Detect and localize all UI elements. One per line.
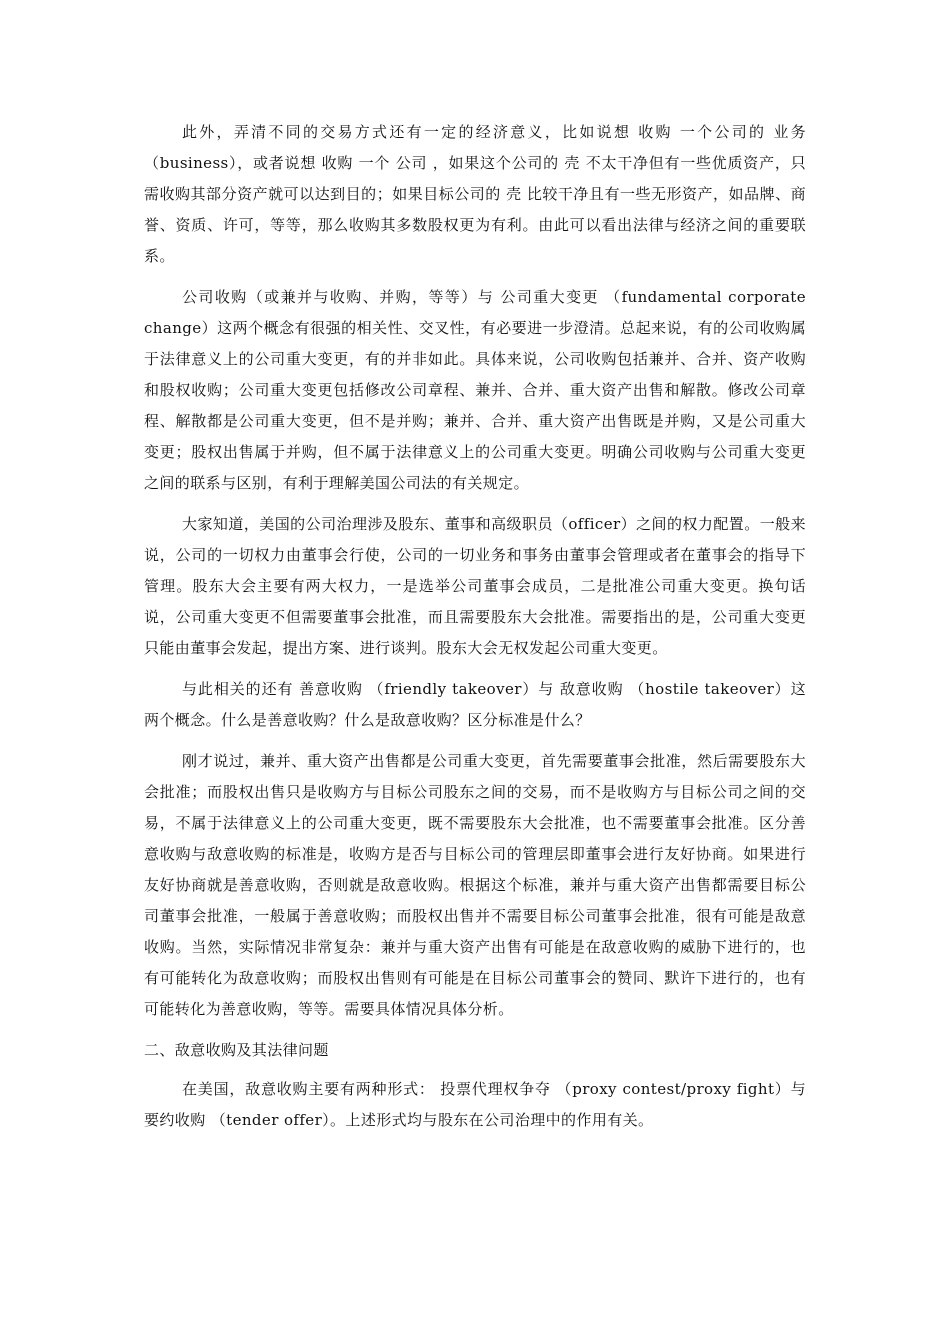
- paragraph-economic-meaning: 此外，弄清不同的交易方式还有一定的经济意义，比如说想 收购 一个公司的 业务（business），或者说想 收购 一个 公司 ，如果这个公司的 壳 不太干净但有一些优质资产，只需收购其部分资产就可以达到目的；如果目标公司的 壳 比较干净且有一些无形资产，如品牌、商誉、资质、许可，等等，那么收购其多数股权更为有利。由此可以看出法律与经济之间的重要联系。: [144, 123, 806, 265]
- paragraph-friendly-hostile-takeover: 与此相关的还有 善意收购 （friendly takeover）与 敌意收购 （hostile takeover）这两个概念。什么是善意收购？什么是敌意收购？区分标准是什么？: [144, 680, 806, 729]
- paragraph-corporate-governance: 大家知道，美国的公司治理涉及股东、董事和高级职员（officer）之间的权力配置。一般来说，公司的一切权力由董事会行使，公司的一切业务和事务由董事会管理或者在董事会的指导下管理。股东大会主要有两大权力，一是选举公司董事会成员，二是批准公司重大变更。换句话说，公司重大变更不但需要董事会批准，而且需要股东大会批准。需要指出的是，公司重大变更只能由董事会发起，提出方案、进行谈判。股东大会无权发起公司重大变更。: [144, 515, 806, 657]
- paragraph-hostile-forms: 在美国，敌意收购主要有两种形式： 投票代理权争夺 （proxy contest/proxy fight）与 要约收购 （tender offer）。上述形式均与股东在公司治理中的作用有关。: [144, 1080, 806, 1129]
- document-page: [144, 117, 806, 1146]
- paragraph-distinguishing-standard: 刚才说过，兼并、重大资产出售都是公司重大变更，首先需要董事会批准，然后需要股东大会批准；而股权出售只是收购方与目标公司股东之间的交易，而不是收购方与目标公司之间的交易，不属于法律意义上的公司重大变更，既不需要股东大会批准，也不需要董事会批准。区分善意收购与敌意收购的标准是，收购方是否与目标公司的管理层即董事会进行友好协商。如果进行友好协商就是善意收购，否则就是敌意收购。根据这个标准，兼并与重大资产出售都需要目标公司董事会批准，一般属于善意收购；而股权出售并不需要目标公司董事会批准，很有可能是敌意收购。当然，实际情况非常复杂：兼并与重大资产出售有可能是在敌意收购的威胁下进行的，也有可能转化为敌意收购；而股权出售则有可能是在目标公司董事会的赞同、默许下进行的，也有可能转化为善意收购，等等。需要具体情况具体分析。: [144, 752, 806, 1018]
- section-heading: 二、敌意收购及其法律问题: [144, 1041, 329, 1059]
- paragraph-acquisition-vs-fundamental-change: 公司收购（或兼并与收购、并购，等等）与 公司重大变更 （fundamental corporate change）这两个概念有很强的相关性、交叉性，有必要进一步澄清。总起来说，有的公司收购属于法律意义上的公司重大变更，有的并非如此。具体来说，公司收购包括兼并、合并、资产收购和股权收购；公司重大变更包括修改公司章程、兼并、合并、重大资产出售和解散。修改公司章程、解散都是公司重大变更，但不是并购；兼并、合并、重大资产出售既是并购，又是公司重大变更；股权出售属于并购，但不属于法律意义上的公司重大变更。明确公司收购与公司重大变更之间的联系与区别，有利于理解美国公司法的有关规定。: [144, 288, 806, 492]
